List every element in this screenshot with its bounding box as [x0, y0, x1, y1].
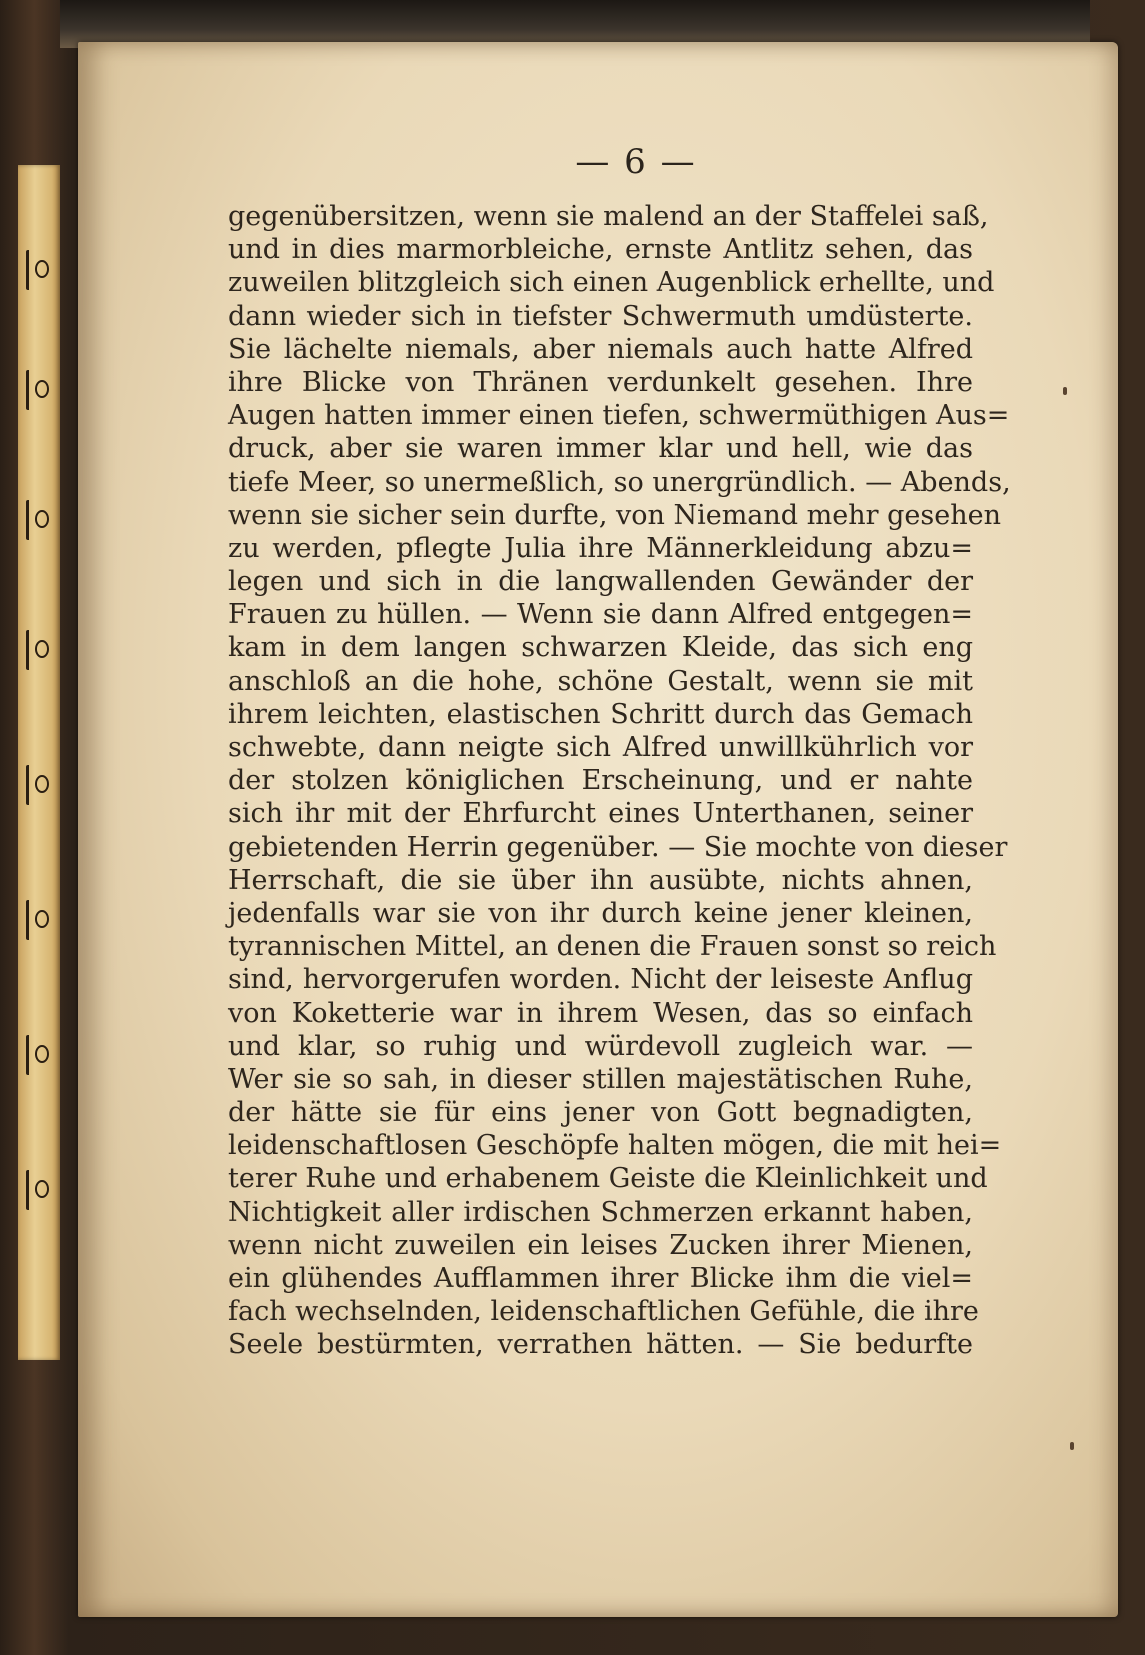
text-line: anschloß an die hohe, schöne Gestalt, wenn sie mit: [228, 665, 973, 697]
book-page: [78, 42, 1118, 1617]
text-line: ein glühendes Aufflammen ihrer Blicke ihm die viel=: [228, 1263, 973, 1294]
text-line: fach wechselnden, leidenschaftlichen Gefühle, die ihre: [228, 1296, 979, 1328]
spine-ornament-icon: [26, 900, 55, 940]
text-line: Augen hatten immer einen tiefen, schwermüthigen Aus=: [228, 400, 1010, 432]
text-line: und klar, so ruhig und würdevoll zugleich war. —: [228, 1030, 973, 1062]
text-line: Nichtigkeit aller irdischen Schmerzen erkannt haben,: [228, 1196, 973, 1228]
text-line: dann wieder sich in tiefster Schwermuth umdüsterte.: [228, 300, 973, 332]
spine-ornament-icon: [26, 370, 55, 410]
text-line: Sie lächelte niemals, aber niemals auch hatte Alfred: [228, 333, 973, 365]
text-line: Wer sie so sah, in dieser stillen majestätischen Ruhe,: [228, 1063, 973, 1095]
text-line: gebietenden Herrin gegenüber. — Sie mochte von dieser: [228, 831, 1008, 863]
text-line: ihre Blicke von Thränen verdunkelt gesehen. Ihre: [228, 366, 973, 398]
spine-ornament-icon: [26, 1170, 55, 1210]
body-text: [228, 200, 1011, 1362]
text-line: leidenschaftlosen Geschöpfe halten mögen, die mit hei=: [228, 1130, 1002, 1162]
text-line: tiefe Meer, so unermeßlich, so unergründlich. — Abends,: [228, 466, 1011, 498]
book-spine: [18, 165, 60, 1360]
text-line: und in dies marmorbleiche, ernste Antlitz sehen, das: [228, 234, 973, 266]
text-line: gegenübersitzen, wenn sie malend an der Staffelei saß,: [228, 201, 989, 232]
text-line: Frauen zu hüllen. — Wenn sie dann Alfred entgegen=: [228, 599, 973, 631]
spine-ornament-icon: [26, 1035, 55, 1075]
text-line: der hätte sie für eins jener von Gott begnadigten,: [228, 1097, 973, 1129]
paper-speck: [1070, 1442, 1074, 1450]
text-line: schwebte, dann neigte sich Alfred unwillkührlich vor: [228, 732, 973, 763]
text-line: sind, hervorgerufen worden. Nicht der leiseste Anflug: [228, 964, 973, 996]
text-line: tyrannischen Mittel, an denen die Frauen sonst so reich: [228, 931, 997, 963]
page-number: — 6 —: [575, 142, 697, 182]
book-cover-edge: [60, 0, 1090, 48]
text-line: zuweilen blitzgleich sich einen Augenblick erhellte, und: [228, 267, 995, 299]
text-line: Herrschaft, die sie über ihn ausübte, nichts ahnen,: [228, 864, 973, 896]
spine-ornament-icon: [26, 630, 55, 670]
text-line: wenn nicht zuweilen ein leises Zucken ihrer Mienen,: [228, 1229, 973, 1261]
text-line: von Koketterie war in ihrem Wesen, das so einfach: [228, 997, 973, 1029]
text-line: zu werden, pflegte Julia ihre Männerkleidung abzu=: [228, 532, 973, 564]
text-line: jedenfalls war sie von ihr durch keine jener kleinen,: [228, 897, 973, 929]
text-line: wenn sie sicher sein durfte, von Niemand mehr gesehen: [228, 499, 1001, 531]
text-line: kam in dem langen schwarzen Kleide, das sich eng: [228, 632, 973, 664]
text-line: Seele bestürmten, verrathen hätten. — Sie bedurfte: [228, 1329, 973, 1361]
spine-ornament-icon: [26, 500, 55, 540]
spine-ornament-icon: [26, 250, 55, 290]
text-line: terer Ruhe und erhabenem Geiste die Kleinlichkeit und: [228, 1163, 988, 1195]
paper-speck: [1063, 387, 1067, 395]
text-line: der stolzen königlichen Erscheinung, und er nahte: [228, 765, 973, 797]
spine-ornament-icon: [26, 765, 55, 805]
text-line: sich ihr mit der Ehrfurcht eines Unterthanen, seiner: [228, 798, 973, 830]
text-line: ihrem leichten, elastischen Schritt durch das Gemach: [228, 698, 973, 730]
text-line: druck, aber sie waren immer klar und hell, wie das: [228, 433, 973, 465]
text-line: legen und sich in die langwallenden Gewänder der: [228, 566, 973, 598]
